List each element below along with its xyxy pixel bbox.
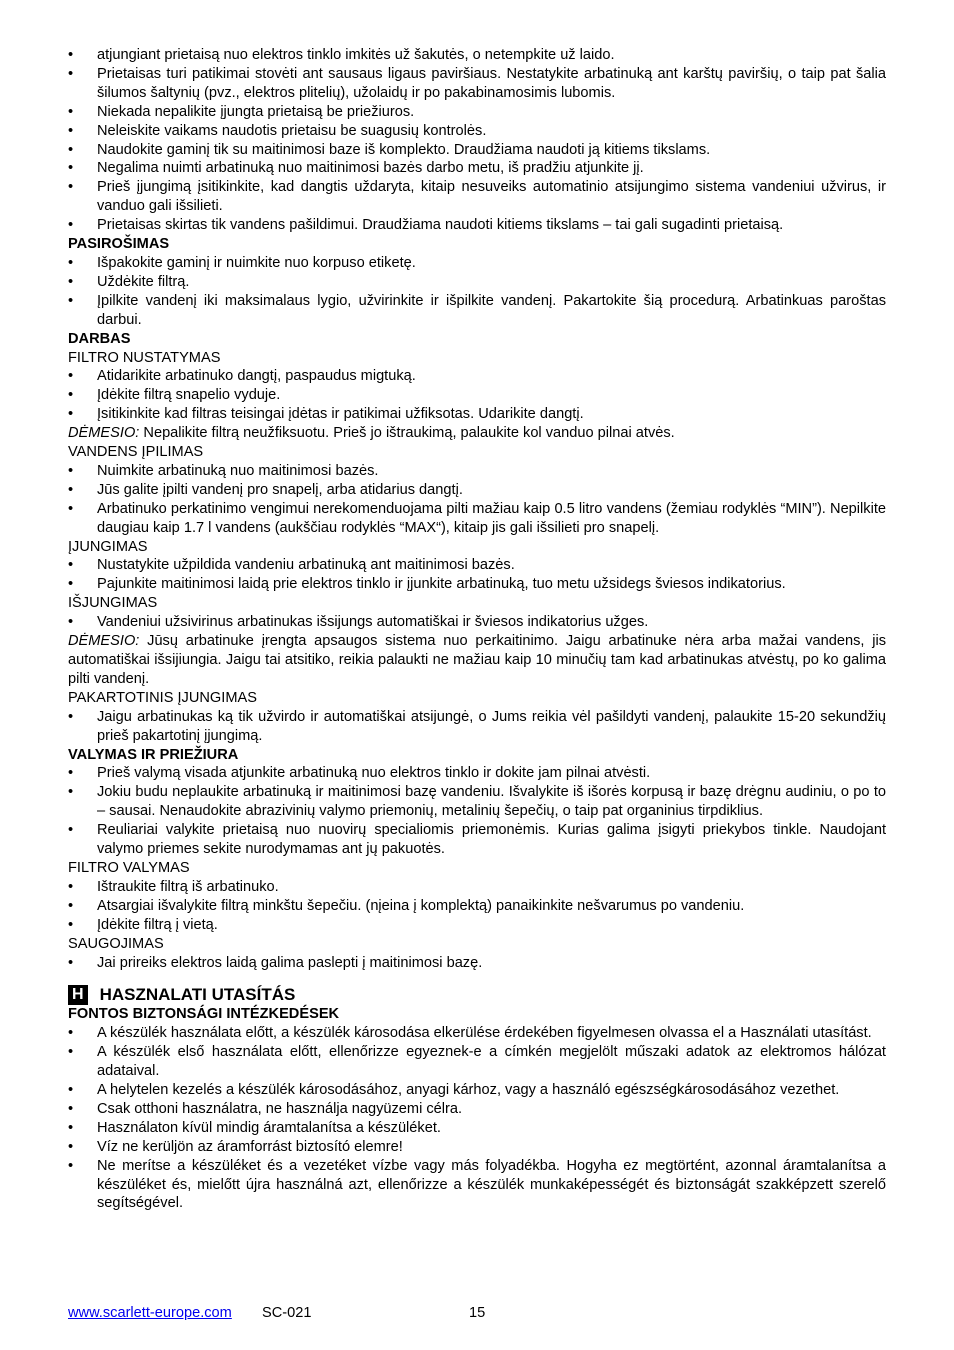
model-number: SC-021 bbox=[262, 1305, 312, 1321]
list-item: • Vandeniui užsivirinus arbatinukas išsijungs automatiškai ir šviesos indikatorius užges. bbox=[68, 613, 886, 632]
lt-safety-list bbox=[68, 46, 886, 235]
list-item: • Prietaisas skirtas tik vandens pašildimui. Draudžiama naudoti kitiems tikslams – tai gali sugadinti prietaisą. bbox=[68, 216, 886, 235]
lt-switch-on-list bbox=[68, 556, 886, 594]
list-item: • Csak otthoni használatra, ne használja nagyüzemi célra. bbox=[68, 1100, 886, 1119]
list-item: • Nustatykite užpildida vandeniu arbatinuką ant maitinimosi bazės. bbox=[68, 556, 886, 575]
list-item: • Pajunkite maitinimosi laidą prie elektros tinklo ir įjunkite arbatinuką, tuo metu užsidegs šviesos indikatorius. bbox=[68, 575, 886, 594]
list-item: • A készülék első használata előtt, ellenőrizze egyeznek-e a címkén megjelölt műszaki adatok az elektromos hálózat adataival. bbox=[68, 1043, 886, 1081]
lt-overheat-note-label: DĖMESIO: bbox=[68, 633, 140, 650]
lt-storage-list bbox=[68, 954, 886, 973]
list-item: • A helytelen kezelés a készülék károsodásához, anyagi kárhoz, vagy a használó egészségkárosodásához vezethet. bbox=[68, 1081, 886, 1100]
lt-storage-heading: SAUGOJIMAS bbox=[68, 935, 164, 952]
list-item: • Víz ne kerüljön az áramforrást biztosító elemre! bbox=[68, 1138, 886, 1157]
list-item: • Negalima nuimti arbatinuką nuo maitinimosi bazės darbo metu, iš pradžiu atjunkite jį. bbox=[68, 159, 886, 178]
list-item: • Jūs galite įpilti vandenį pro snapelį, arba atidarius dangtį. bbox=[68, 481, 886, 500]
list-item: • Niekada nepalikite įjungta prietaisą be priežiuros. bbox=[68, 103, 886, 122]
list-item: • Nuimkite arbatinuką nuo maitinimosi bazės. bbox=[68, 462, 886, 481]
list-item: • Įdėkite filtrą į vietą. bbox=[68, 916, 886, 935]
lt-switch-off-heading: IŠJUNGIMAS bbox=[68, 595, 158, 612]
page-footer bbox=[68, 1303, 886, 1323]
list-item: • A készülék használata előtt, a készülék károsodása elkerülése érdekében figyelmesen olvassa el a Használati utasítást. bbox=[68, 1024, 886, 1043]
website-link[interactable]: www.scarlett-europe.com bbox=[68, 1305, 232, 1321]
lt-restart-list bbox=[68, 708, 886, 746]
lt-operation-heading: DARBAS bbox=[68, 330, 131, 347]
list-item: • Arbatinuko perkatinimo vengimui nerekomenduojama pilti mažiau kaip 0.5 litro vandens (žemiau rodyklės “MIN”). Nepilkite daugiau kaip 1.7 l vandens (aukščiau rodyklės “MAX“), kitaip jis gali išsilieti pro snapelį. bbox=[68, 500, 886, 538]
list-item: • Jai prireiks elektros laidą galima paslepti į maitinimosi bazę. bbox=[68, 954, 886, 973]
lt-overheat-note-text: Jūsų arbatinuke įrengta apsaugos sistema nuo perkaitinimo. Jaigu arbatinuke nėra arba mažai vandens, jis automatiškai išsijiungia. Jaigu tai atsitiko, reikia palaukti ne mažiau kaip 10 minučių tam kad arbatinukas atvėstų, po ko galima pilti vandenį. bbox=[68, 633, 886, 687]
lt-cleaning-list bbox=[68, 764, 886, 859]
lt-filter-cleaning-list bbox=[68, 878, 886, 935]
lt-water-fill-list bbox=[68, 462, 886, 538]
manual-page bbox=[68, 46, 886, 1213]
list-item: • atjungiant prietaisą nuo elektros tinklo imkitės už šakutės, o netempkite už laido. bbox=[68, 46, 886, 65]
lt-filter-note-label: DĖMESIO: bbox=[68, 425, 140, 442]
lt-switch-off-list bbox=[68, 613, 886, 632]
list-item: • Išpakokite gaminį ir nuimkite nuo korpuso etiketę. bbox=[68, 254, 886, 273]
list-item: • Įsitikinkite kad filtras teisingai įdėtas ir patikimai užfiksotas. Udarikite dangtį. bbox=[68, 405, 886, 424]
lt-restart-heading: PAKARTOTINIS ĮJUNGIMAS bbox=[68, 689, 257, 706]
lt-switch-on-heading: ĮJUNGIMAS bbox=[68, 538, 148, 555]
lt-filter-note-text: Nepalikite filtrą neužfiksuotu. Prieš jo ištraukimą, palaukite kol vanduo pilnai atvės. bbox=[139, 425, 675, 442]
lt-overheat-note bbox=[68, 632, 886, 689]
list-item: • Atidarikite arbatinuko dangtį, paspaudus migtuką. bbox=[68, 367, 886, 386]
list-item: • Ne merítse a készüléket és a vezetéket vízbe vagy más folyadékba. Hogyha ez megtörtént, azonnal áramtalanítsa a készüléket és, mielőtt újra használná azt, ellenőrizze a készülék munkaképességét és biztonságát szakképzett szerelő segítségével. bbox=[68, 1157, 886, 1214]
lt-water-fill-heading: VANDENS ĮPILIMAS bbox=[68, 444, 204, 461]
lt-preparation-heading: PASIROŠIMAS bbox=[68, 236, 170, 253]
list-item: • Reuliariai valykite prietaisą nuo nuovirų specialiomis priemonėmis. Kurias galima įsigyti priekybos tinkle. Naudojant valymo priemes sekite nurodymamas ant jų pakuotės. bbox=[68, 821, 886, 859]
lt-filter-setup-heading: FILTRO NUSTATYMAS bbox=[68, 349, 221, 366]
list-item: • Prieš valymą visada atjunkite arbatinuką nuo elektros tinklo ir dokite jam pilnai atvėsti. bbox=[68, 764, 886, 783]
hu-language-badge: H bbox=[68, 985, 88, 1005]
lt-preparation-list bbox=[68, 254, 886, 330]
list-item: • Neleiskite vaikams naudotis prietaisu be suagusių kontrolės. bbox=[68, 122, 886, 141]
list-item: • Naudokite gaminį tik su maitinimosi baze iš komplekto. Draudžiama naudoti ją kitiems tikslams. bbox=[68, 141, 886, 160]
list-item: • Prieš įjungimą įsitikinkite, kad dangtis uždaryta, kitaip nesuveiks automatinio atsijungimo sistema vandeniui užvirus, ir vanduo gali išsilieti. bbox=[68, 178, 886, 216]
list-item: • Įdėkite filtrą snapelio vyduje. bbox=[68, 386, 886, 405]
list-item: • Įpilkite vandenį iki maksimalaus lygio, užvirinkite ir išpilkite vandenį. Pakartokite šią procedurą. Arbatinkuas paroštas darbui. bbox=[68, 292, 886, 330]
page-number: 15 bbox=[469, 1305, 486, 1321]
hu-title-text: HASZNALATI UTASÍTÁS bbox=[99, 985, 296, 1005]
lt-cleaning-heading: VALYMAS IR PRIEŽIURA bbox=[68, 746, 239, 763]
lt-filter-setup-list bbox=[68, 367, 886, 424]
list-item: • Ištraukite filtrą iš arbatinuko. bbox=[68, 878, 886, 897]
list-item: • Uždėkite filtrą. bbox=[68, 273, 886, 292]
list-item: • Jokiu budu neplaukite arbatinuką ir maitinimosi bazę vandeniu. Išvalykite iš išorės korpusą ir bazę drėgnu audiniu, o po to – sausai. Nenaudokite abrazivinių valymo priemonių, metalinių šepečių, o taip pat organinius tirpdiklius. bbox=[68, 783, 886, 821]
lt-filter-cleaning-heading: FILTRO VALYMAS bbox=[68, 859, 190, 876]
lt-filter-note bbox=[68, 424, 886, 443]
list-item: • Jaigu arbatinukas ką tik užvirdo ir automatiškai atsijungė, o Jums reikia vėl pašildyti vandenį, palaukite 15-20 sekundžių prieš pakartotinį įjungimą. bbox=[68, 708, 886, 746]
list-item: • Használaton kívül mindig áramtalanítsa a készüléket. bbox=[68, 1119, 886, 1138]
hu-section-title bbox=[68, 985, 886, 1005]
hu-safety-heading: FONTOS BIZTONSÁGI INTÉZKEDÉSEK bbox=[68, 1006, 340, 1023]
list-item: • Atsargiai išvalykite filtrą minkštu šepečiu. (nįeina į komplektą) panaikinkite nešvarumus po vandeniu. bbox=[68, 897, 886, 916]
hu-safety-list bbox=[68, 1024, 886, 1213]
list-item: • Prietaisas turi patikimai stovėti ant sausaus ligaus paviršiaus. Nestatykite arbatinuką ant karštų paviršių, o taip pat šalia šilumos šaltynių (pvz., elektros plitelių), užolaidų ir po pakabinamosimis lubomis. bbox=[68, 65, 886, 103]
